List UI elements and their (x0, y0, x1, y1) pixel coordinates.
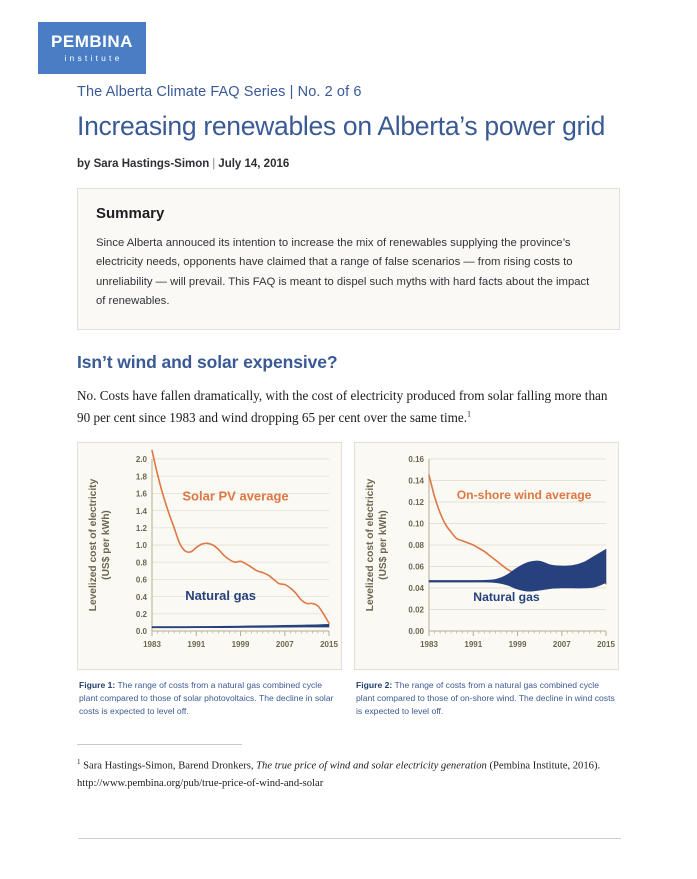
page-bottom-divider (78, 838, 621, 839)
figure-1-caption-label: Figure 1: (79, 680, 116, 691)
svg-text:0.02: 0.02 (408, 605, 424, 615)
svg-text:0.14: 0.14 (408, 476, 424, 486)
footnote-publisher[interactable]: (Pembina Institute, 2016). http://www.pembina.org/pub/true-price-of-wind-and-solar (77, 760, 601, 789)
svg-text:2015: 2015 (320, 640, 338, 650)
svg-text:0.0: 0.0 (135, 627, 147, 637)
svg-text:0.8: 0.8 (135, 558, 147, 568)
chart-solar-vs-gas (77, 442, 342, 670)
svg-text:0.2: 0.2 (135, 610, 147, 620)
svg-text:(US$ per kWh): (US$ per kWh) (101, 510, 112, 580)
svg-text:Natural gas: Natural gas (185, 588, 257, 604)
svg-text:1983: 1983 (143, 640, 161, 650)
figure-2-caption-label: Figure 2: (356, 680, 393, 691)
document-content (77, 84, 620, 792)
svg-text:1.6: 1.6 (135, 489, 147, 499)
svg-text:2007: 2007 (275, 640, 294, 650)
svg-text:0.06: 0.06 (408, 562, 424, 572)
svg-text:1999: 1999 (231, 640, 250, 650)
svg-text:2.0: 2.0 (135, 455, 147, 465)
figure-2-caption (356, 679, 617, 718)
footnote-marker: 1 (77, 758, 81, 767)
svg-text:1991: 1991 (464, 640, 483, 650)
figure-2-caption-text: The range of costs from a natural gas combined cycle plant compared to those of on-shore wind. The decline in wind costs is expected to level off. (356, 680, 615, 717)
svg-text:0.12: 0.12 (408, 498, 424, 508)
svg-text:1.4: 1.4 (135, 506, 147, 516)
svg-text:1.8: 1.8 (135, 472, 147, 482)
svg-text:1983: 1983 (420, 640, 438, 650)
figure-2 (354, 442, 619, 718)
svg-text:0.04: 0.04 (408, 584, 424, 594)
svg-text:On-shore wind average: On-shore wind average (456, 487, 592, 502)
svg-text:0.08: 0.08 (408, 541, 424, 551)
svg-text:2007: 2007 (552, 640, 571, 650)
svg-text:2015: 2015 (597, 640, 615, 650)
logo-subtext: institute (64, 53, 123, 64)
svg-text:Levelized cost of electricity: Levelized cost of electricity (88, 478, 99, 612)
section-paragraph (77, 385, 620, 428)
svg-text:1999: 1999 (508, 640, 527, 650)
svg-text:0.6: 0.6 (135, 575, 147, 585)
summary-body: Since Alberta annouced its intention to increase the mix of renewables supplying the province’s electricity needs, opponents have claimed that a range of false scenarios — from rising costs to unreliability — will prevail. This FAQ is meant to dispel such myths with hard facts about the impact of renewables. (96, 236, 590, 307)
byline-separator: | (212, 157, 216, 170)
svg-text:1.2: 1.2 (135, 524, 147, 534)
figure-1 (77, 442, 342, 718)
footnote-authors: Sara Hastings-Simon, Barend Dronkers, (80, 760, 257, 772)
figure-1-caption (79, 679, 340, 718)
svg-text:0.10: 0.10 (408, 519, 424, 529)
footnote-divider (77, 744, 242, 745)
svg-text:(US$ per kWh): (US$ per kWh) (378, 510, 389, 580)
figures-row (77, 442, 620, 718)
pembina-logo (38, 22, 146, 74)
byline-date: July 14, 2016 (218, 157, 290, 170)
chart-wind-vs-gas (354, 442, 619, 670)
svg-text:Solar PV average: Solar PV average (182, 488, 289, 504)
section-paragraph-text: No. Costs have fallen dramatically, with the cost of electricity produced from solar falling more than 90 per cent since 1983 and wind dropping 65 per cent over the same time. (77, 388, 608, 425)
svg-text:Natural gas: Natural gas (473, 590, 540, 605)
chart-solar-svg (78, 443, 341, 669)
footnote-work-title: The true price of wind and solar electricity generation (256, 760, 487, 772)
summary-title: Summary (96, 204, 165, 222)
svg-text:1.0: 1.0 (135, 541, 147, 551)
svg-text:0.4: 0.4 (135, 592, 147, 602)
figure-1-caption-text: The range of costs from a natural gas combined cycle plant compared to those of solar photovoltaics. The decline in solar costs is expected to level off. (79, 680, 334, 717)
svg-text:Levelized cost of electricity: Levelized cost of electricity (365, 478, 376, 612)
svg-text:0.16: 0.16 (408, 455, 424, 465)
summary-box (77, 188, 620, 331)
svg-text:0.00: 0.00 (408, 627, 424, 637)
section-heading: Isn’t wind and solar expensive? (77, 352, 338, 373)
svg-text:1991: 1991 (187, 640, 206, 650)
page-title: Increasing renewables on Alberta’s power grid (77, 111, 606, 141)
footnote (77, 757, 620, 792)
byline-author: by Sara Hastings-Simon (77, 157, 210, 170)
chart-wind-svg (355, 443, 618, 669)
byline (77, 158, 620, 170)
footnote-reference[interactable]: 1 (467, 409, 472, 419)
logo-wordmark: PEMBINA (51, 32, 133, 52)
series-kicker: The Alberta Climate FAQ Series | No. 2 of 6 (77, 84, 362, 100)
